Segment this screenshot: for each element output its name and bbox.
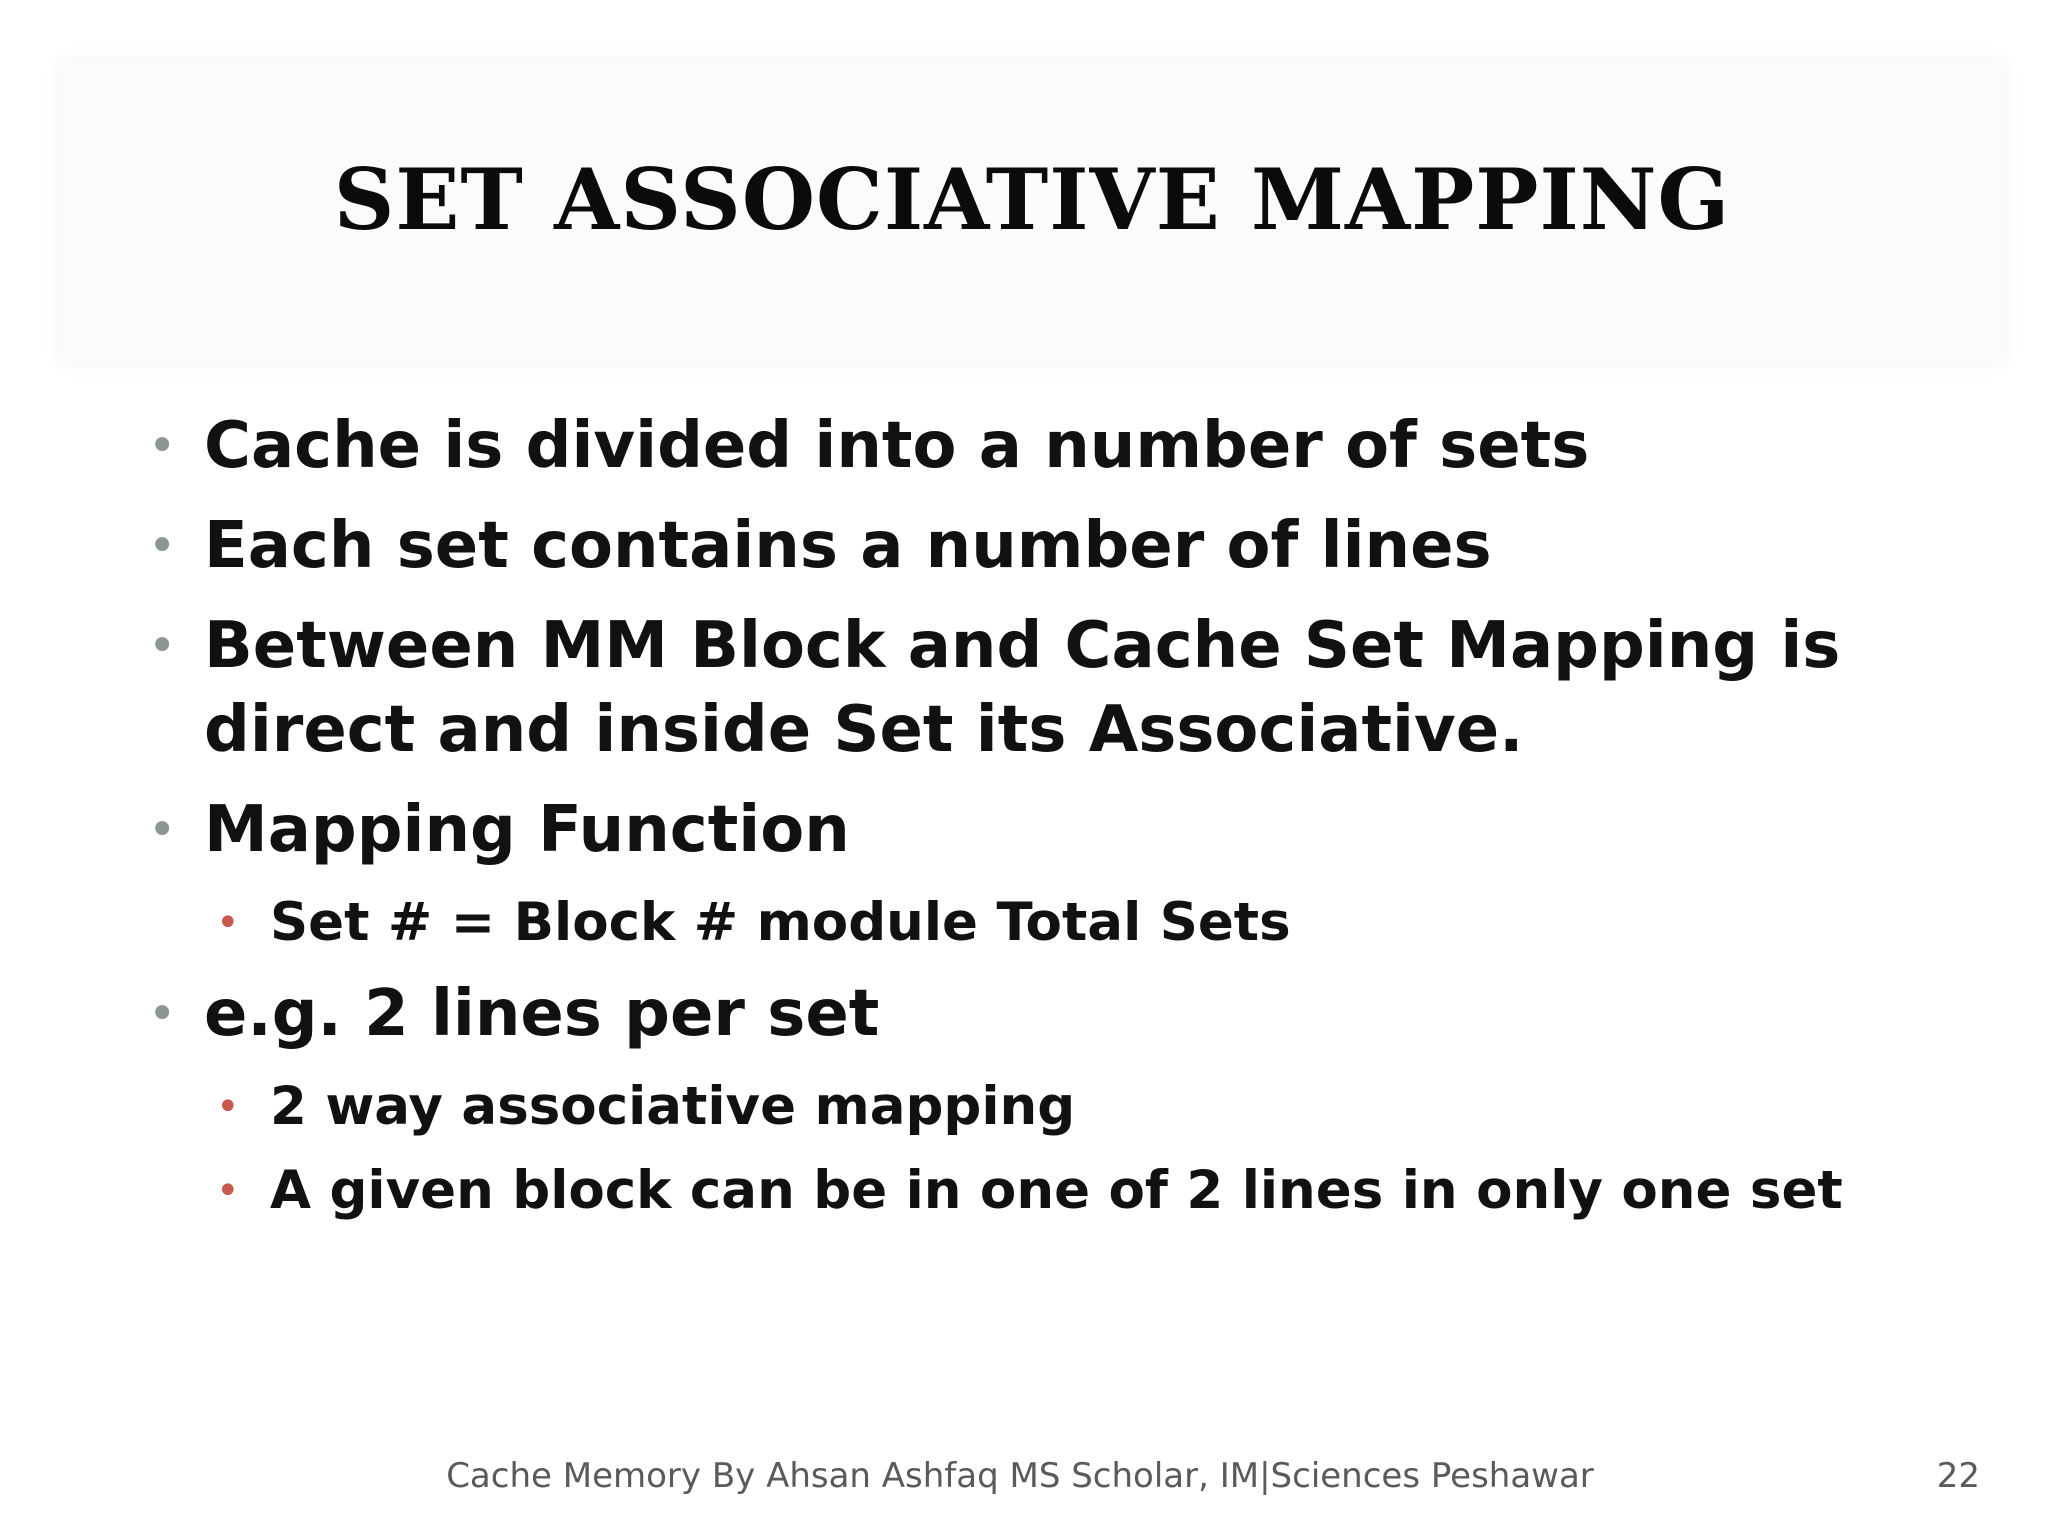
bullet-text: Mapping Function [204,793,850,867]
sub-bullet-text: 2 way associative mapping [270,1076,1076,1137]
sub-bullet-dot-icon: • [216,1168,240,1214]
sub-bullet-item [140,1156,1960,1226]
slide-footer: Cache Memory By Ahsan Ashfaq MS Scholar, IM|Sciences Peshawar [446,1456,1594,1496]
bullet-item [140,504,1960,588]
sub-bullet-item [140,1072,1960,1142]
bullet-dot-icon: • [148,418,177,474]
bullet-item [140,404,1960,488]
page-number: 22 [1936,1456,1980,1496]
bullet-item [140,972,1960,1056]
bullet-text: e.g. 2 lines per set [204,977,880,1051]
bullet-text: Each set contains a number of lines [204,509,1492,583]
bullet-item [140,788,1960,872]
bullet-dot-icon: • [148,986,177,1042]
bullet-item [140,604,1960,772]
bullet-dot-icon: • [148,518,177,574]
bullet-text: Between MM Block and Cache Set Mapping is direct and inside Set its Associative. [204,609,1841,767]
sub-bullet-text: A given block can be in one of 2 lines in only one set [270,1160,1843,1221]
sub-bullet-dot-icon: • [216,900,240,946]
bullet-dot-icon: • [148,802,177,858]
bullet-text: Cache is divided into a number of sets [204,409,1590,483]
sub-bullet-dot-icon: • [216,1084,240,1130]
slide-title: SET ASSOCIATIVE MAPPING [333,150,1731,249]
bullet-list [140,404,1960,1226]
sub-bullet-text: Set # = Block # module Total Sets [270,892,1291,953]
sub-bullet-item [140,888,1960,958]
bullet-dot-icon: • [148,618,177,674]
